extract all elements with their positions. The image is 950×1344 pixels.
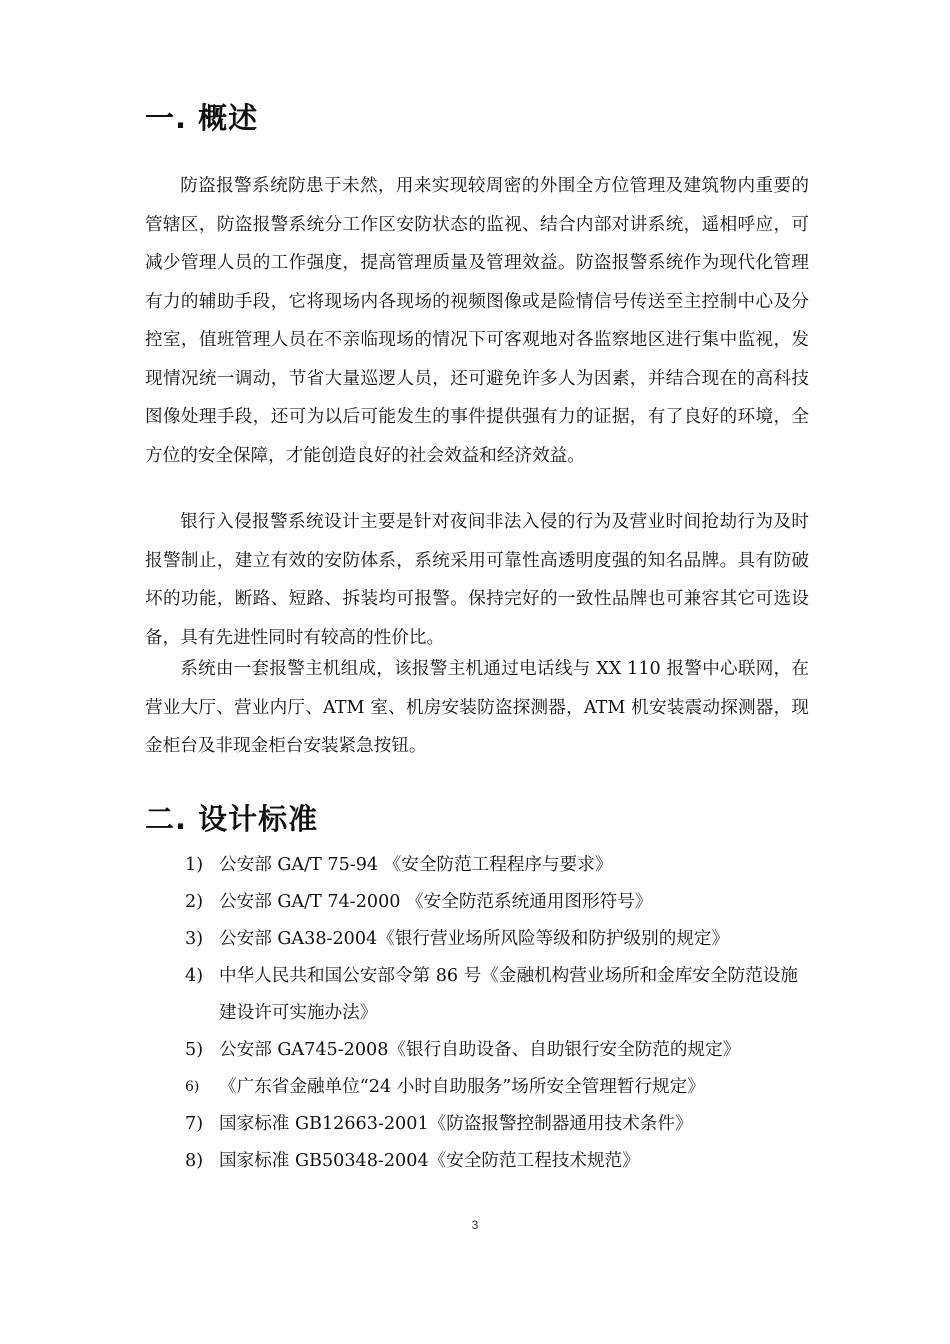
list-item-text: 中华人民共和国公安部令第 86 号《金融机构营业场所和金库安全防范设施建设许可实施办法》 [219, 966, 798, 1023]
section-heading-design-standards: 二. 设计标准 [145, 802, 319, 836]
list-item-number: 2) [185, 892, 204, 912]
list-item-number: 6) [185, 1079, 200, 1095]
list-item-text: 公安部 GA745-2008《银行自助设备、自助银行安全防范的规定》 [219, 1040, 741, 1060]
list-item-number: 3) [185, 929, 204, 949]
standards-list [185, 847, 815, 1180]
section-heading-overview: 一. 概述 [145, 101, 259, 135]
overview-paragraph-3: 系统由一套报警主机组成，该报警主机通过电话线与 XX 110 报警中心联网，在营业大厅、营业内厅、ATM 室、机房安装防盗探测器，ATM 机安装震动探测器，现金柜台及非现金柜台安装紧急按钮。 [145, 659, 809, 756]
list-item-text: 公安部 GA38-2004《银行营业场所风险等级和防护级别的规定》 [219, 929, 730, 949]
list-item-number: 1) [185, 855, 204, 875]
list-item [185, 847, 815, 884]
list-item-number: 7) [185, 1114, 204, 1134]
overview-paragraph-1: 防盗报警系统防患于未然，用来实现较周密的外围全方位管理及建筑物内重要的管辖区，防盗报警系统分工作区安防状态的监视、结合内部对讲系统，遥相呼应，可减少管理人员的工作强度，提高管理质量及管理效益。防盗报警系统作为现代化管理有力的辅助手段，它将现场内各现场的视频图像或是险情信号传送至主控制中心及分控室，值班管理人员在不亲临现场的情况下可客观地对各监察地区进行集中监视，发现情况统一调动，节省大量巡逻人员，还可避免许多人为因素，并结合现在的高科技图像处理手段，还可为以后可能发生的事件提供强有力的证据，有了良好的环境，全方位的安全保障，才能创造良好的社会效益和经济效益。 [145, 176, 809, 466]
page-number: 3 [471, 1218, 479, 1232]
list-item [185, 1069, 815, 1106]
list-item [185, 1143, 815, 1180]
list-item [185, 884, 815, 921]
list-item-text: 国家标准 GB12663-2001《防盗报警控制器通用技术条件》 [219, 1114, 693, 1134]
list-item-text: 公安部 GA/T 74-2000 《安全防范系统通用图形符号》 [219, 892, 653, 912]
list-item-text: 国家标准 GB50348-2004《安全防范工程技术规范》 [219, 1151, 640, 1171]
list-item-number: 8) [185, 1151, 204, 1171]
overview-paragraph-2: 银行入侵报警系统设计主要是针对夜间非法入侵的行为及营业时间抢劫行为及时报警制止，建立有效的安防体系，系统采用可靠性高透明度强的知名品牌。具有防破坏的功能，断路、短路、拆装均可报警。保持完好的一致性品牌也可兼容其它可选设备，具有先进性同时有较高的性价比。 [145, 512, 809, 648]
list-item-text: 《广东省金融单位“24 小时自助服务”场所安全管理暂行规定》 [219, 1077, 705, 1097]
list-item-text: 公安部 GA/T 75-94 《安全防范工程程序与要求》 [219, 855, 613, 875]
list-item [185, 958, 815, 1032]
list-item [185, 1032, 815, 1069]
list-item-number: 4) [185, 966, 204, 986]
list-item-number: 5) [185, 1040, 204, 1060]
list-item [185, 921, 815, 958]
list-item [185, 1106, 815, 1143]
